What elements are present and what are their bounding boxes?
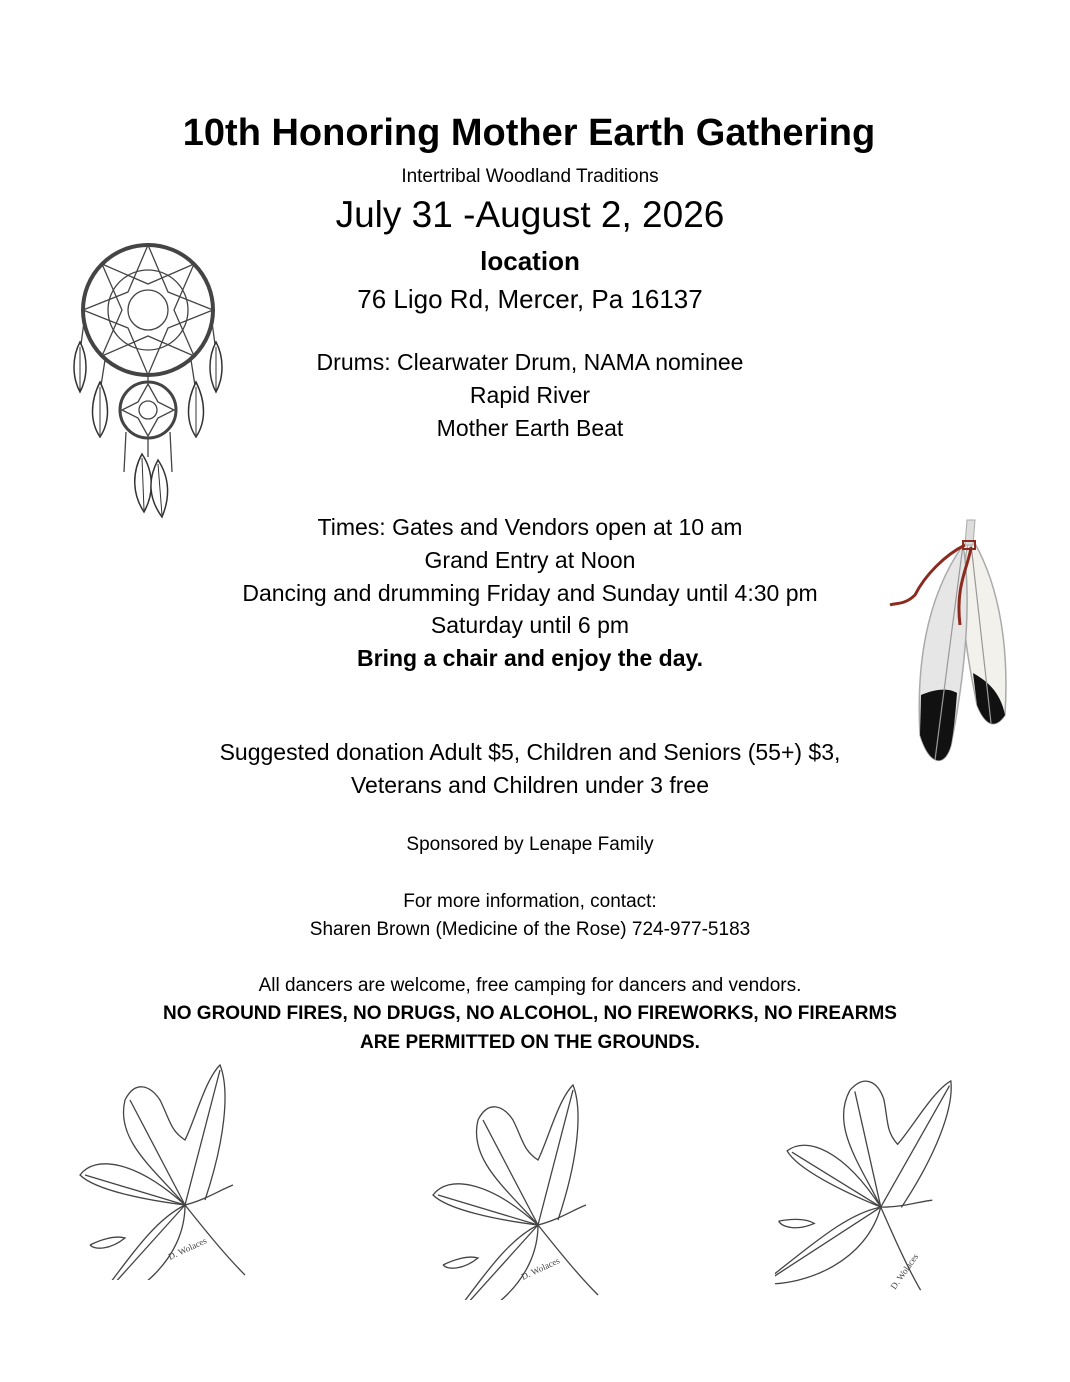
welcome-line: All dancers are welcome, free camping for dancers and vendors. <box>258 975 802 996</box>
flyer-title: 10th Honoring Mother Earth Gathering <box>182 112 876 154</box>
dreamcatcher-icon <box>70 232 230 522</box>
times-line-3: Dancing and drumming Friday and Sunday until 4:30 pm <box>242 580 818 606</box>
bring-chair-note: Bring a chair and enjoy the day. <box>357 645 703 671</box>
contact-line-1: For more information, contact: <box>403 891 657 912</box>
rules-line-1: NO GROUND FIRES, NO DRUGS, NO ALCOHOL, NO FIREWORKS, NO FIREARMS <box>163 1003 897 1024</box>
leaf-signature: D. Wolaces <box>166 1235 209 1262</box>
sassafras-leaf-icon <box>775 1060 975 1320</box>
donation-line-2: Veterans and Children under 3 free <box>350 772 710 798</box>
event-address: 76 Ligo Rd, Mercer, Pa 16137 <box>357 284 703 314</box>
times-line-2: Grand Entry at Noon <box>424 547 636 573</box>
times-line-1: Times: Gates and Vendors open at 10 am <box>317 514 743 540</box>
sassafras-leaf-icon <box>428 1080 628 1300</box>
leaf-signature: D. Wolaces <box>888 1251 921 1292</box>
rules-line-2: ARE PERMITTED ON THE GROUNDS. <box>360 1032 700 1053</box>
leaf-signature: D. Wolaces <box>519 1255 562 1282</box>
drums-line-3: Mother Earth Beat <box>436 415 624 441</box>
contact-line-2: Sharen Brown (Medicine of the Rose) 724-977-5183 <box>309 919 751 940</box>
flyer-subtitle: Intertribal Woodland Traditions <box>401 166 659 187</box>
location-label: location <box>480 246 580 276</box>
sponsor-line: Sponsored by Lenape Family <box>406 834 654 855</box>
eagle-feathers-icon <box>885 515 1020 770</box>
donation-line-1: Suggested donation Adult $5, Children and Seniors (55+) $3, <box>219 739 841 765</box>
drums-line-1: Drums: Clearwater Drum, NAMA nominee <box>316 349 744 375</box>
event-dates: July 31 -August 2, 2026 <box>335 194 725 235</box>
drums-line-2: Rapid River <box>469 382 591 408</box>
times-line-4: Saturday until 6 pm <box>430 612 630 638</box>
sassafras-leaf-icon <box>75 1060 275 1280</box>
